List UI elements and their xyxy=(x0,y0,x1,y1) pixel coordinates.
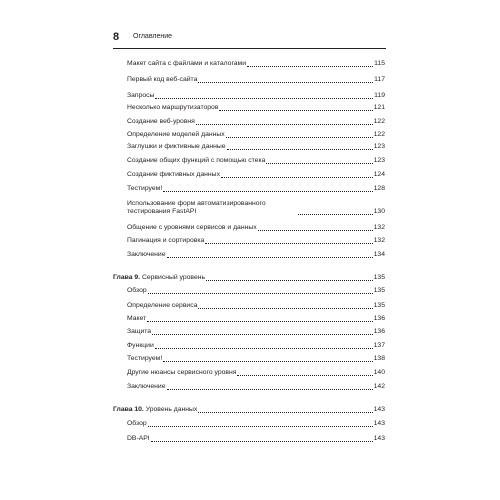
toc-entry-page: 136 xyxy=(373,328,385,335)
page-header xyxy=(113,30,386,49)
dot-leader xyxy=(219,110,372,111)
toc-entry[interactable] xyxy=(127,369,385,377)
chapter-prefix: Глава 10. xyxy=(113,406,144,413)
toc-entry-page: 115 xyxy=(374,60,385,67)
toc-chapter-page: 135 xyxy=(373,274,385,281)
toc-entry-page: 119 xyxy=(374,92,385,99)
toc-entry[interactable] xyxy=(127,328,385,336)
toc-entry[interactable] xyxy=(127,302,385,310)
toc-entry-label: Несколько маршрутизаторов xyxy=(127,104,219,111)
toc-entry-page: 136 xyxy=(373,315,385,322)
dot-leader xyxy=(152,334,373,335)
toc-entry-label-line2: тестирования FastAPI xyxy=(127,208,197,215)
dot-leader xyxy=(155,98,373,99)
toc-chapter-page: 143 xyxy=(373,406,385,413)
toc-entry[interactable] xyxy=(127,157,385,165)
toc-entry-label: Тестируем! xyxy=(127,355,163,362)
dot-leader xyxy=(298,214,373,215)
dot-leader xyxy=(227,149,373,150)
toc-entry-label: Другие нюансы сервисного уровня xyxy=(127,369,237,376)
toc-entry[interactable] xyxy=(127,131,385,139)
toc-entry-label: Защита xyxy=(127,328,152,335)
dot-leader xyxy=(258,230,373,231)
toc-entry-page: 138 xyxy=(373,355,385,362)
toc-entry-label: Функции xyxy=(127,342,154,349)
toc-entry[interactable] xyxy=(127,92,385,100)
toc-entry-page: 137 xyxy=(373,342,385,349)
toc-entry-label: Макет сайта с файлами и каталогами xyxy=(127,60,247,67)
dot-leader xyxy=(221,177,373,178)
toc-entry[interactable] xyxy=(127,383,385,391)
toc-entry[interactable] xyxy=(127,315,385,323)
toc-entry-label xyxy=(127,200,297,216)
toc-entry[interactable] xyxy=(127,171,385,179)
toc-entry-page: 142 xyxy=(373,383,385,390)
dot-leader xyxy=(237,375,372,376)
dot-leader xyxy=(163,361,372,362)
toc-entry-label: Определение сервиса xyxy=(127,302,198,309)
dot-leader xyxy=(167,257,373,258)
toc-entry-page: 132 xyxy=(373,237,385,244)
running-section-title: Оглавление xyxy=(133,33,173,40)
toc-entry-page: 123 xyxy=(373,157,385,164)
toc-entry-page: 134 xyxy=(373,251,385,258)
dot-leader xyxy=(247,66,373,67)
toc-entry-page: 117 xyxy=(374,76,385,83)
toc-entry-page: 132 xyxy=(373,224,385,231)
toc-entry-label: DB-API xyxy=(127,435,150,442)
toc-entry-label: Определение моделей данных xyxy=(127,131,225,138)
toc-entry-label: Запросы xyxy=(127,92,155,99)
dot-leader xyxy=(163,191,372,192)
dot-leader xyxy=(266,163,372,164)
toc-entry[interactable] xyxy=(127,143,385,151)
toc-entry-page: 122 xyxy=(373,118,385,125)
toc-entry[interactable] xyxy=(127,342,385,350)
toc-entry-label: Создание общих функций с помощью стека xyxy=(127,157,266,164)
toc-entry-page: 121 xyxy=(373,104,385,111)
toc-entry-label: Общение с уровнями сервисов и данных xyxy=(127,224,257,231)
toc-entry-page: 135 xyxy=(373,302,385,309)
toc-entry[interactable] xyxy=(127,60,385,68)
dot-leader xyxy=(147,321,372,322)
toc-entry-page: 128 xyxy=(373,185,385,192)
toc-entry-page: 140 xyxy=(373,369,385,376)
chapter-title: Уровень данных xyxy=(145,406,198,413)
toc-entry-page: 135 xyxy=(373,287,385,294)
dot-leader xyxy=(198,308,372,309)
toc-entry-page: 124 xyxy=(373,171,385,178)
toc-entry-page: 123 xyxy=(373,143,385,150)
toc-entry-label: Макет xyxy=(127,315,147,322)
toc-entry-label: Заключение xyxy=(127,251,166,258)
dot-leader xyxy=(167,389,373,390)
toc-entry-label: Заключение xyxy=(127,383,166,390)
toc-entry-page: 130 xyxy=(373,208,385,215)
dot-leader xyxy=(198,82,373,83)
toc-entry[interactable] xyxy=(127,76,385,84)
toc-entry-label: Заглушки и фиктивные данные xyxy=(127,143,226,150)
toc-entry[interactable] xyxy=(127,251,385,259)
dot-leader xyxy=(151,441,373,442)
chapter-title: Сервисный уровень xyxy=(141,274,206,281)
toc-entry-label: Обзор xyxy=(127,287,147,294)
toc-entry[interactable] xyxy=(127,435,385,443)
toc-entry-label-line1: Использование форм автоматизированного xyxy=(127,200,266,207)
toc-entry[interactable] xyxy=(127,104,385,112)
dot-leader xyxy=(198,412,372,413)
toc-entry-label: Обзор xyxy=(127,420,147,427)
toc-chapter-10[interactable] xyxy=(113,406,385,414)
page-number: 8 xyxy=(113,31,120,43)
toc-entry-page: 143 xyxy=(373,420,385,427)
dot-leader xyxy=(206,280,373,281)
toc-entry-page: 143 xyxy=(373,435,385,442)
toc-entry[interactable] xyxy=(127,118,385,126)
dot-leader xyxy=(148,293,373,294)
toc-entry-label: Тестируем! xyxy=(127,185,163,192)
chapter-prefix: Глава 9. xyxy=(113,274,141,281)
dot-leader xyxy=(148,426,373,427)
toc-chapter-label xyxy=(113,274,205,282)
toc-entry[interactable] xyxy=(127,237,385,245)
toc-entry[interactable] xyxy=(127,420,385,428)
toc-entry-label: Первый код веб-сайта xyxy=(127,76,198,83)
toc-chapter-label xyxy=(113,406,197,414)
dot-leader xyxy=(205,243,372,244)
toc-entry[interactable] xyxy=(127,224,385,232)
toc-chapter-9[interactable] xyxy=(113,274,385,282)
toc-entry[interactable] xyxy=(127,355,385,363)
toc-entry-label: Пагинация и сортировка xyxy=(127,237,205,244)
toc-entry-page: 122 xyxy=(373,131,385,138)
toc-entry[interactable] xyxy=(127,185,385,193)
dot-leader xyxy=(196,124,373,125)
toc-entry[interactable] xyxy=(127,287,385,295)
toc-entry-label: Создание веб-уровня xyxy=(127,118,195,125)
dot-leader xyxy=(226,137,373,138)
toc-entry-label: Создание фиктивных данных xyxy=(127,171,220,178)
dot-leader xyxy=(155,348,373,349)
toc-entry[interactable] xyxy=(127,200,385,216)
